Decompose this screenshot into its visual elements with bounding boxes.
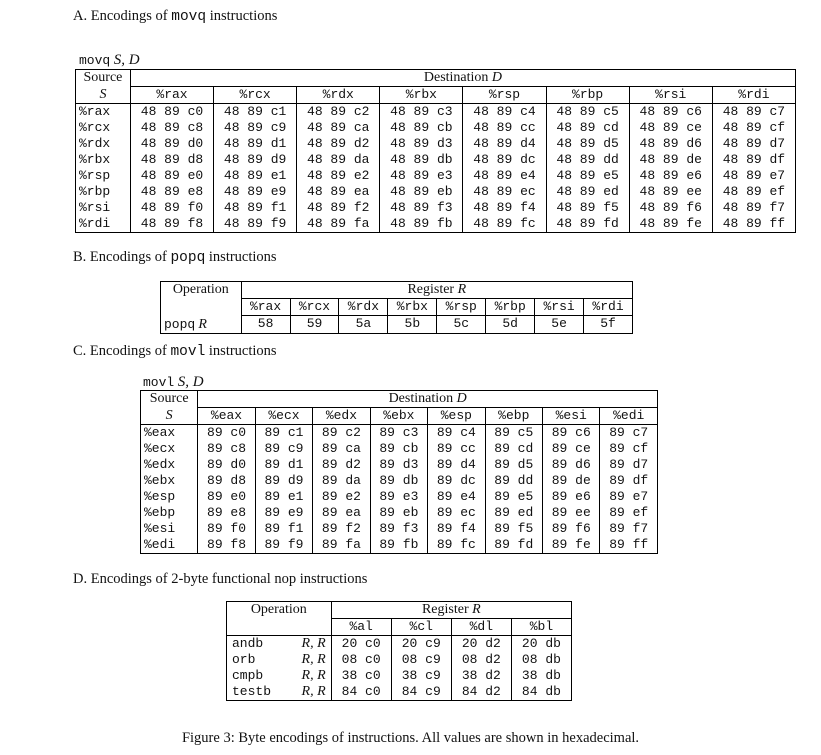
encoding-cell: 48 89 eb (380, 184, 463, 200)
encoding-cell: 08 c0 (331, 652, 391, 668)
table-row (76, 152, 796, 168)
encoding-cell: 48 89 d4 (463, 136, 546, 152)
row-register: %rcx (76, 120, 131, 136)
column-header: %ebx (370, 408, 427, 425)
table-row (141, 537, 658, 554)
encoding-cell: 89 c6 (543, 425, 600, 442)
section-c-title: C. Encodings of movl instructions (73, 343, 277, 360)
row-register: %eax (141, 425, 198, 442)
encoding-cell: 48 89 f3 (380, 200, 463, 216)
destination-label-text: Destination (388, 391, 454, 406)
encoding-cell: 48 89 ff (712, 216, 795, 233)
encoding-cell: 89 c1 (255, 425, 312, 442)
encoding-cell: 89 d3 (370, 457, 427, 473)
encoding-cell: 38 c9 (391, 668, 451, 684)
row-register: %ebp (141, 505, 198, 521)
encoding-cell: 48 89 c8 (130, 120, 213, 136)
encoding-cell: 89 cf (600, 441, 658, 457)
column-header: %esi (543, 408, 600, 425)
encoding-cell: 58 (241, 316, 290, 334)
row-op: cmpb (227, 668, 289, 684)
encoding-cell: 48 89 ce (629, 120, 712, 136)
encoding-cell: 48 89 d7 (712, 136, 795, 152)
encoding-cell: 48 89 c1 (214, 104, 297, 121)
column-header: %rsi (629, 87, 712, 104)
encoding-cell: 89 cb (370, 441, 427, 457)
destination-label (130, 70, 795, 87)
encoding-cell: 48 89 cc (463, 120, 546, 136)
destination-var: D (456, 391, 467, 406)
encoding-cell: 48 89 ca (297, 120, 380, 136)
encoding-cell: 89 e4 (428, 489, 485, 505)
register-label-text: Register (407, 282, 455, 297)
register-var: R (472, 602, 481, 617)
row-register: %esi (141, 521, 198, 537)
encoding-cell: 89 fa (313, 537, 370, 554)
encoding-cell: 48 89 fd (546, 216, 629, 233)
table-row (141, 441, 658, 457)
row-register: %rsp (76, 168, 131, 184)
encoding-cell: 89 f4 (428, 521, 485, 537)
encoding-cell: 89 c0 (198, 425, 255, 442)
table-row (76, 216, 796, 233)
encoding-cell: 48 89 d0 (130, 136, 213, 152)
encoding-cell: 89 fe (543, 537, 600, 554)
encoding-cell: 48 89 f4 (463, 200, 546, 216)
encoding-cell: 89 f2 (313, 521, 370, 537)
encoding-cell: 48 89 ec (463, 184, 546, 200)
encoding-cell: 89 cc (428, 441, 485, 457)
encoding-cell: 48 89 fc (463, 216, 546, 233)
encoding-cell: 84 c0 (331, 684, 391, 701)
encoding-cell: 48 89 ea (297, 184, 380, 200)
encoding-cell: 48 89 fb (380, 216, 463, 233)
encoding-cell: 89 c5 (485, 425, 542, 442)
row-var: R (198, 316, 207, 332)
encoding-cell: 48 89 ef (712, 184, 795, 200)
encoding-cell: 89 fb (370, 537, 427, 554)
column-header: %rbp (486, 299, 535, 316)
column-header: %al (331, 619, 391, 636)
row-register: %ecx (141, 441, 198, 457)
row-op: andb (227, 636, 289, 653)
table-row (141, 425, 658, 442)
encoding-cell: 89 cd (485, 441, 542, 457)
encoding-cell: 48 89 d5 (546, 136, 629, 152)
column-header: %edi (600, 408, 658, 425)
encoding-cell: 5e (535, 316, 584, 334)
encoding-cell: 89 dc (428, 473, 485, 489)
column-header: %rbx (380, 87, 463, 104)
source-label (76, 70, 131, 87)
encoding-cell: 5f (584, 316, 633, 334)
row-register: %rsi (76, 200, 131, 216)
encoding-cell: 48 89 c0 (130, 104, 213, 121)
encoding-cell: 48 89 c7 (712, 104, 795, 121)
register-label (331, 602, 571, 619)
table-row (76, 200, 796, 216)
encoding-cell: 08 c9 (391, 652, 451, 668)
row-args: R, R (289, 652, 332, 668)
source-label-text: Source (83, 70, 123, 86)
source-var-cell (141, 408, 198, 425)
table-row (141, 457, 658, 473)
encoding-cell: 48 89 e9 (214, 184, 297, 200)
encoding-cell: 48 89 cd (546, 120, 629, 136)
source-label-text: Source (149, 391, 189, 407)
encoding-cell: 89 e8 (198, 505, 255, 521)
table-row (76, 184, 796, 200)
column-header: %rsp (463, 87, 546, 104)
encoding-cell: 48 89 e1 (214, 168, 297, 184)
encoding-cell: 48 89 d8 (130, 152, 213, 168)
table-row (227, 684, 572, 701)
column-header: %rcx (214, 87, 297, 104)
table-row (76, 136, 796, 152)
encoding-cell: 89 db (370, 473, 427, 489)
encoding-cell: 48 89 e2 (297, 168, 380, 184)
column-header: %cl (391, 619, 451, 636)
row-args: R, R (289, 636, 332, 653)
encoding-cell: 48 89 d1 (214, 136, 297, 152)
column-header: %ebp (485, 408, 542, 425)
source-var: S (99, 86, 107, 102)
row-op: testb (227, 684, 289, 701)
encoding-cell: 89 f9 (255, 537, 312, 554)
encoding-cell: 48 89 e4 (463, 168, 546, 184)
encoding-cell: 48 89 d6 (629, 136, 712, 152)
section-b-title: B. Encodings of popq instructions (73, 249, 277, 266)
encoding-cell: 5a (339, 316, 388, 334)
table-row (141, 473, 658, 489)
encoding-cell: 48 89 d2 (297, 136, 380, 152)
encoding-cell: 20 c0 (331, 636, 391, 653)
encoding-cell: 48 89 f0 (130, 200, 213, 216)
encoding-cell: 48 89 c9 (214, 120, 297, 136)
column-header: %ecx (255, 408, 312, 425)
encoding-cell: 89 fd (485, 537, 542, 554)
row-register: %edi (141, 537, 198, 554)
encoding-cell: 48 89 e8 (130, 184, 213, 200)
encoding-cell: 48 89 df (712, 152, 795, 168)
encoding-cell: 89 f5 (485, 521, 542, 537)
encoding-cell: 89 d2 (313, 457, 370, 473)
encoding-cell: 84 db (511, 684, 571, 701)
encoding-cell: 48 89 db (380, 152, 463, 168)
row-args: R, R (289, 684, 332, 701)
column-header: %rdx (339, 299, 388, 316)
encoding-cell: 48 89 ee (629, 184, 712, 200)
encoding-cell: 48 89 f2 (297, 200, 380, 216)
encoding-cell: 48 89 f9 (214, 216, 297, 233)
encoding-cell: 48 89 c3 (380, 104, 463, 121)
encoding-cell: 89 ce (543, 441, 600, 457)
encoding-cell: 48 89 f8 (130, 216, 213, 233)
encoding-cell: 48 89 ed (546, 184, 629, 200)
encoding-cell: 89 f7 (600, 521, 658, 537)
row-register: %rbx (76, 152, 131, 168)
row-operation (161, 316, 242, 334)
column-header: %rax (241, 299, 290, 316)
section-a-signature: movq S, D (79, 52, 140, 68)
popq-encoding-table (160, 281, 633, 334)
destination-label-text: Destination (423, 70, 489, 85)
encoding-cell: 89 ee (543, 505, 600, 521)
table-row (141, 505, 658, 521)
encoding-cell: 89 d4 (428, 457, 485, 473)
row-op: popq (164, 316, 196, 332)
row-args: R, R (289, 668, 332, 684)
encoding-cell: 48 89 e0 (130, 168, 213, 184)
encoding-cell: 48 89 d3 (380, 136, 463, 152)
nop-encoding-table (226, 601, 572, 701)
destination-var: D (491, 70, 503, 85)
encoding-cell: 48 89 f5 (546, 200, 629, 216)
encoding-cell: 48 89 e6 (629, 168, 712, 184)
encoding-cell: 89 d5 (485, 457, 542, 473)
encoding-cell: 48 89 c2 (297, 104, 380, 121)
encoding-cell: 89 ed (485, 505, 542, 521)
encoding-cell: 89 c2 (313, 425, 370, 442)
row-register: %rdx (76, 136, 131, 152)
table-row (76, 168, 796, 184)
register-var: R (457, 282, 467, 297)
encoding-cell: 89 e0 (198, 489, 255, 505)
encoding-cell: 89 dd (485, 473, 542, 489)
column-header: %rax (130, 87, 213, 104)
encoding-cell: 89 c8 (198, 441, 255, 457)
encoding-cell: 84 c9 (391, 684, 451, 701)
encoding-cell: 48 89 d9 (214, 152, 297, 168)
encoding-cell: 48 89 e5 (546, 168, 629, 184)
encoding-cell: 89 da (313, 473, 370, 489)
encoding-cell: 48 89 c5 (546, 104, 629, 121)
encoding-cell: 89 eb (370, 505, 427, 521)
encoding-cell: 89 e5 (485, 489, 542, 505)
section-c-signature: movl S, D (143, 374, 204, 390)
row-register: %rbp (76, 184, 131, 200)
encoding-cell: 48 89 fe (629, 216, 712, 233)
table-row (227, 652, 572, 668)
encoding-cell: 20 db (511, 636, 571, 653)
encoding-cell: 89 ff (600, 537, 658, 554)
encoding-cell: 89 f1 (255, 521, 312, 537)
column-header: %rdx (297, 87, 380, 104)
encoding-cell: 48 89 f1 (214, 200, 297, 216)
encoding-cell: 48 89 fa (297, 216, 380, 233)
movl-encoding-table (140, 390, 658, 554)
encoding-cell: 89 f6 (543, 521, 600, 537)
encoding-cell: 89 f0 (198, 521, 255, 537)
section-d-title: D. Encodings of 2-byte functional nop instructions (73, 571, 368, 587)
encoding-cell: 89 ea (313, 505, 370, 521)
encoding-cell: 89 e9 (255, 505, 312, 521)
encoding-cell: 08 d2 (451, 652, 511, 668)
column-header: %rsp (437, 299, 486, 316)
encoding-cell: 89 e6 (543, 489, 600, 505)
row-register: %esp (141, 489, 198, 505)
encoding-cell: 48 89 c6 (629, 104, 712, 121)
encoding-cell: 89 fc (428, 537, 485, 554)
movq-encoding-table (75, 69, 796, 233)
encoding-cell: 89 e3 (370, 489, 427, 505)
row-register: %ebx (141, 473, 198, 489)
encoding-cell: 48 89 cf (712, 120, 795, 136)
encoding-cell: 48 89 e7 (712, 168, 795, 184)
table-row (227, 636, 572, 653)
encoding-cell: 89 e7 (600, 489, 658, 505)
column-header: %rdi (584, 299, 633, 316)
encoding-cell: 48 89 de (629, 152, 712, 168)
column-header: %rbp (546, 87, 629, 104)
encoding-cell: 48 89 e3 (380, 168, 463, 184)
encoding-cell: 89 c3 (370, 425, 427, 442)
encoding-cell: 89 d1 (255, 457, 312, 473)
column-header: %eax (198, 408, 255, 425)
column-header: %dl (451, 619, 511, 636)
encoding-cell: 89 de (543, 473, 600, 489)
encoding-cell: 5d (486, 316, 535, 334)
operation-label: Operation (161, 282, 242, 316)
encoding-cell: 89 c4 (428, 425, 485, 442)
destination-label (198, 391, 658, 408)
source-var-cell (76, 87, 131, 104)
table-row (141, 521, 658, 537)
encoding-cell: 48 89 da (297, 152, 380, 168)
encoding-cell: 38 d2 (451, 668, 511, 684)
encoding-cell: 89 ef (600, 505, 658, 521)
row-register: %edx (141, 457, 198, 473)
encoding-cell: 48 89 c4 (463, 104, 546, 121)
source-label (141, 391, 198, 408)
encoding-cell: 89 c7 (600, 425, 658, 442)
encoding-cell: 89 d7 (600, 457, 658, 473)
table-row (161, 316, 633, 334)
source-var: S (165, 407, 173, 423)
encoding-cell: 89 d8 (198, 473, 255, 489)
operation-label: Operation (227, 602, 332, 636)
encoding-cell: 89 d0 (198, 457, 255, 473)
encoding-cell: 89 e2 (313, 489, 370, 505)
column-header: %rbx (388, 299, 437, 316)
encoding-cell: 48 89 f6 (629, 200, 712, 216)
encoding-cell: 5c (437, 316, 486, 334)
table-row (76, 120, 796, 136)
column-header: %bl (511, 619, 571, 636)
column-header: %esp (428, 408, 485, 425)
section-a-title: A. Encodings of movq instructions (73, 8, 278, 25)
encoding-cell: 20 c9 (391, 636, 451, 653)
encoding-cell: 89 e1 (255, 489, 312, 505)
encoding-cell: 89 f3 (370, 521, 427, 537)
row-op: orb (227, 652, 289, 668)
encoding-cell: 20 d2 (451, 636, 511, 653)
row-register: %rax (76, 104, 131, 121)
encoding-cell: 84 d2 (451, 684, 511, 701)
encoding-cell: 89 ca (313, 441, 370, 457)
encoding-cell: 08 db (511, 652, 571, 668)
encoding-cell: 89 d6 (543, 457, 600, 473)
encoding-cell: 89 df (600, 473, 658, 489)
encoding-cell: 48 89 dc (463, 152, 546, 168)
figure-caption: Figure 3: Byte encodings of instructions. All values are shown in hexadecimal. (181, 730, 640, 746)
column-header: %rcx (290, 299, 339, 316)
table-row (76, 104, 796, 121)
encoding-cell: 5b (388, 316, 437, 334)
encoding-cell: 38 c0 (331, 668, 391, 684)
encoding-cell: 48 89 dd (546, 152, 629, 168)
column-header: %rsi (535, 299, 584, 316)
encoding-cell: 89 f8 (198, 537, 255, 554)
encoding-cell: 48 89 cb (380, 120, 463, 136)
register-label (241, 282, 632, 299)
column-header: %edx (313, 408, 370, 425)
table-row (227, 668, 572, 684)
row-register: %rdi (76, 216, 131, 233)
encoding-cell: 38 db (511, 668, 571, 684)
register-label-text: Register (421, 602, 469, 617)
column-header: %rdi (712, 87, 795, 104)
encoding-cell: 89 d9 (255, 473, 312, 489)
table-row (141, 489, 658, 505)
encoding-cell: 59 (290, 316, 339, 334)
encoding-cell: 89 c9 (255, 441, 312, 457)
encoding-cell: 89 ec (428, 505, 485, 521)
encoding-cell: 48 89 f7 (712, 200, 795, 216)
